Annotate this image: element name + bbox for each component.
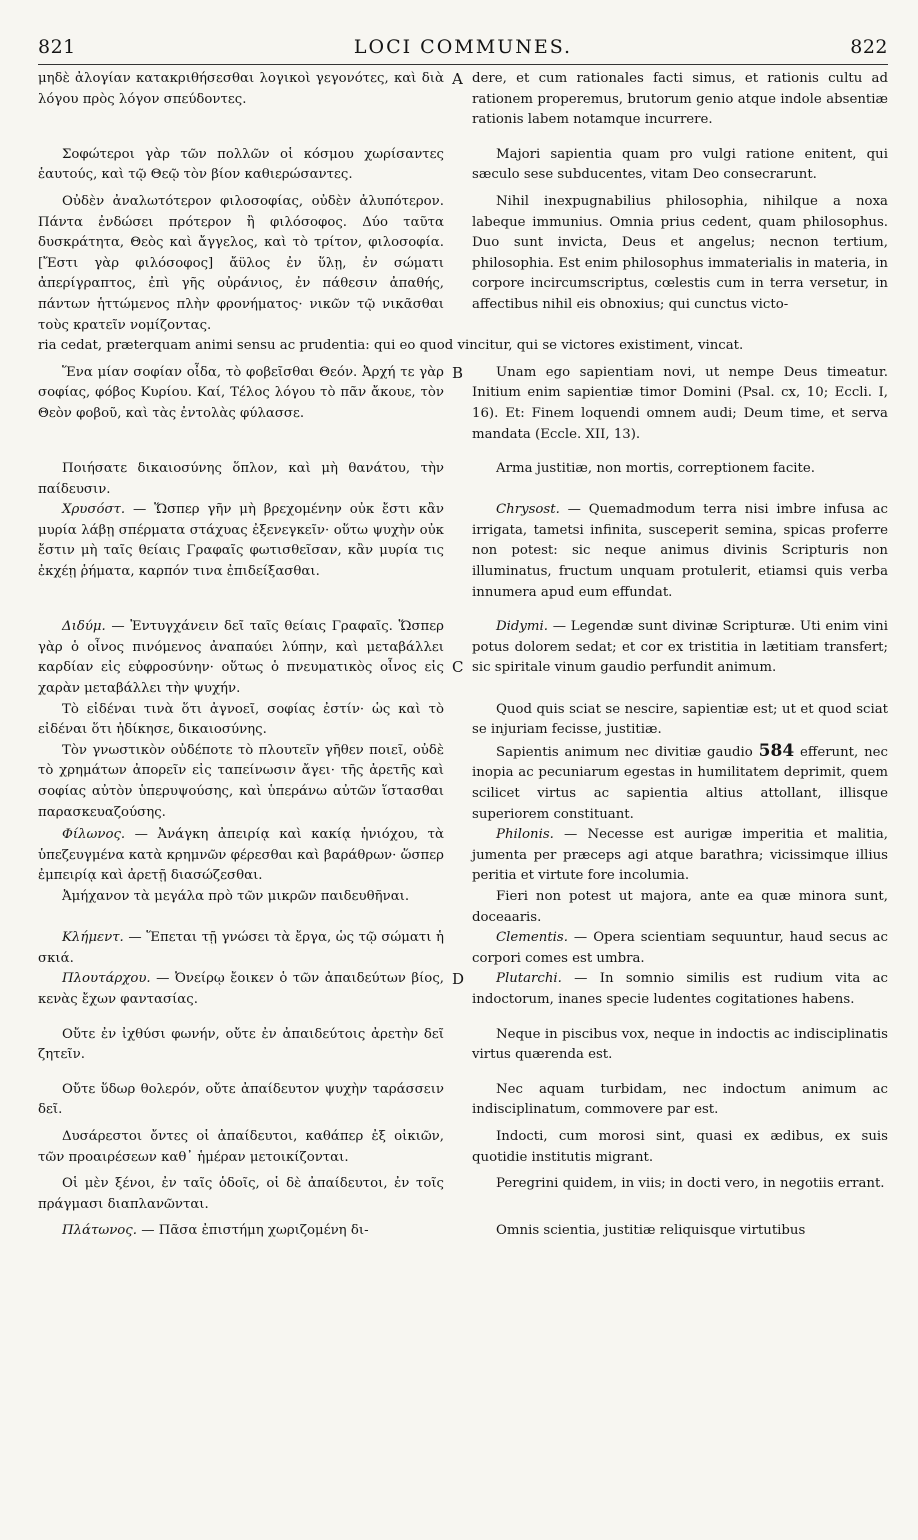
latin-text: Quemadmodum terra nisi imbre infusa ac irrigata, tametsi infinita, susceperit semina, spicas proferre non potest: sic neque animus divinis Scripturis non illuminatus, fructum unquam protulerit, etiamsi quis verba innumera apud eum effundat. [472, 502, 888, 600]
latin-paragraph: Philonis. — Necesse est aurigæ imperitia et malitia, jumenta per præceps agi atque barathra; vicissimque illius peritia et virtute fore incolumia. [472, 827, 888, 884]
greek-column [38, 741, 456, 823]
latin-paragraph [472, 741, 888, 825]
greek-paragraph: Οἱ μὲν ξένοι, ἐν ταῖς ὁδοῖς, οἱ δὲ ἀπαίδευτοι, ἐν τοῖς πράγμασι διαπλανῶνται. [38, 1176, 444, 1212]
latin-paragraph: Clementis. — Opera scientiam sequuntur, haud secus ac corpori comes est umbra. [472, 930, 888, 966]
author-label: Κλήμεντ. [62, 930, 124, 946]
greek-paragraph: Τὸ εἰδέναι τινὰ ὅτι ἀγνοεῖ, σοφίας ἐστίν· ὡς καὶ τὸ εἰδέναι ὅτι ἠδίκησε, δικαιοσύνης. [38, 701, 444, 738]
greek-column [38, 1025, 456, 1066]
latin-text: Opera scientiam sequuntur, haud secus ac corpori comes est umbra. [472, 930, 888, 966]
latin-column [456, 500, 888, 603]
greek-paragraph: Χρυσόστ. — Ὥσπερ γῆν μὴ βρεχομένην οὐκ ἔστι κἂν μυρία λάβῃ σπέρματα στάχυας ἐξενεγκεῖν· οὕτω ψυχὴν οὐκ ἔστιν μὴ ταῖς θείαις Γραφαῖς φωτισθεῖσαν, κἂν μυρία τις ἐκχέῃ ῥήματα, καρπόν τινα ἐπιδείξασθαι. [38, 502, 444, 580]
page-number-right: 822 [850, 36, 888, 58]
paragraph-row [38, 969, 888, 1010]
paragraph-row [38, 1080, 888, 1121]
latin-column [456, 145, 888, 186]
latin-column [456, 928, 888, 969]
greek-paragraph: Διδύμ. — Ἐντυγχάνειν δεῖ ταῖς θείαις Γραφαῖς. Ὥσπερ γὰρ ὁ οἶνος πινόμενος ἀναπαύει λύπην, καὶ μεταβάλλει καρδίαν εἰς εὐφροσύνην· οὕτως ὁ πνευματικὸς οἶνος εἰς χαρὰν μεταβάλλει τὴν ψυχήν. [38, 619, 444, 697]
greek-column [38, 969, 456, 1010]
latin-paragraph: Neque in piscibus vox, neque in indoctis ac indisciplinatis virtus quærenda est. [472, 1026, 888, 1063]
latin-column [452, 617, 888, 679]
page-number-left: 821 [38, 36, 76, 58]
latin-column [456, 1221, 888, 1242]
paragraph-row [38, 1174, 888, 1215]
greek-column [38, 1080, 456, 1121]
paragraph-row [38, 500, 888, 603]
latin-column [456, 192, 888, 316]
latin-paragraph: Quod quis sciat se nescire, sapientiæ est; ut et quod sciat se injuriam fecisse, justitiæ. [472, 701, 888, 738]
greek-paragraph: Σοφώτεροι γὰρ τῶν πολλῶν οἱ κόσμου χωρίσαντες ἑαυτούς, καὶ τῷ Θεῷ τὸν βίον καθιερώσαντες. [38, 146, 444, 183]
greek-paragraph: μηδὲ ἀλογίαν κατακριθήσεσθαι λογικοὶ γεγονότες, καὶ διὰ λόγου πρὸς λόγον σπεύδοντες. [38, 71, 444, 107]
greek-paragraph: Φίλωνος. — Ἀνάγκη ἀπειρίᾳ καὶ κακίᾳ ἡνιόχου, τὰ ὑπεζευγμένα κατὰ κρημνῶν φέρεσθαι καὶ βαράθρων· ὥσπερ ἐμπειρίᾳ καὶ ἀρετῇ διασώζεσθαι. [38, 827, 444, 884]
margin-marker-b: B [452, 363, 464, 382]
running-title: LOCI COMMUNES. [353, 36, 573, 58]
header-rule [38, 64, 888, 65]
paragraph-row [38, 887, 888, 928]
latin-text: Legendæ sunt divinæ Scripturæ. Uti enim vini potus dolorem sedat; et cor ex tristitia in lætitiam transfert; sic spiritale vinum gaudio perfundit animum. [472, 619, 888, 676]
greek-paragraph: Πλάτωνος. — Πᾶσα ἐπιστήμη χωριζομένη δι- [62, 1223, 369, 1239]
latin-paragraph: Nihil inexpugnabilius philosophia, nihilque a noxa labeque immunius. Omnia prius cedent, quam philosophus. Duo sunt invicta, Deus et angelus; necnon tertium, philosophia. Est enim philosophus immaterialis in materia, in corpore incircumscriptus, cœlestis cum in terra versetur, in affectibus nihil eis obnoxius; qui cunctus victo- [472, 193, 888, 312]
page-header [38, 30, 888, 60]
greek-column [38, 1127, 456, 1168]
greek-paragraph: Ἕνα μίαν σοφίαν οἶδα, τὸ φοβεῖσθαι Θεόν. Ἀρχή τε γὰρ σοφίας, φόβος Κυρίου. Καί, Τέλος λόγου τὸ πᾶν ἄκουε, τὸν Θεὸν φοβοῦ, καὶ τὰς ἐντολὰς φύλασσε. [38, 364, 444, 421]
greek-paragraph: Οὔτε ἐν ἰχθύσι φωνήν, οὔτε ἐν ἀπαιδεύτοις ἀρετὴν δεῖ ζητεῖν. [38, 1026, 444, 1063]
latin-text: In somnio similis est rudium vita ac indoctorum, inanes specie ludentes cogitationes habens. [472, 971, 888, 1007]
greek-text: Ὥσπερ γῆν μὴ βρεχομένην οὐκ ἔστι κἂν μυρία λάβῃ σπέρματα στάχυας ἐξενεγκεῖν· οὕτω ψυχὴν οὐκ ἔστιν μὴ ταῖς θείαις Γραφαῖς φωτισθεῖσαν, κἂν μυρία τις ἐκχέῃ ῥήματα, καρπόν τινα ἐπιδείξασθαι. [38, 502, 444, 580]
greek-text: Ἀνάγκη ἀπειρίᾳ καὶ κακίᾳ ἡνιόχου, τὰ ὑπεζευγμένα κατὰ κρημνῶν φέρεσθαι καὶ βαράθρων· ὥσπερ ἐμπειρίᾳ καὶ ἀρετῇ διασώζεσθαι. [38, 827, 444, 884]
greek-paragraph: Οὔτε ὕδωρ θολερόν, οὔτε ἀπαίδευτον ψυχὴν ταράσσειν δεῖ. [38, 1081, 444, 1118]
greek-paragraph: Ποιήσατε δικαιοσύνης ὅπλον, καὶ μὴ θανάτου, τὴν παίδευσιν. [38, 461, 444, 497]
greek-paragraph: Δυσάρεστοι ὄντες οἱ ἀπαίδευτοι, καθάπερ ἐξ οἰκιῶν, τῶν προαιρέσεων καθ᾽ ἡμέραν μετοικίζονται. [38, 1128, 444, 1165]
latin-column [452, 69, 888, 131]
latin-text: Sapientis animum nec divitiæ gaudio [496, 744, 753, 760]
column-number: 584 [758, 740, 795, 761]
greek-paragraph: Οὐδὲν ἀναλωτότερον φιλοσοφίας, οὐδὲν ἀλυπότερον. Πάντα ἐνδώσει πρότερον ἢ φιλόσοφος. Δύο ταῦτα δυσκράτητα, Θεὸς καὶ ἄγγελος, καὶ τὸ τρίτον, φιλοσοφία. [Ἔστι γὰρ φιλόσοφος] ἄϋλος ἐν ὕλῃ, ἐν σώματι ἀπερίγραπτος, ἐπὶ γῆς οὐράνιος, ἐν πάθεσιν ἀπαθής, πάντων ἡττώμενος πλὴν φρονήματος· νικῶν τῷ νικᾶσθαι τοὺς κρατεῖν νομίζοντας. [38, 193, 444, 333]
greek-paragraph: Πλουτάρχου. — Ὀνείρῳ ἔοικεν ὁ τῶν ἀπαιδεύτων βίος, κενὰς ἔχων φαντασίας. [38, 971, 444, 1007]
author-label: Διδύμ. [62, 619, 106, 635]
latin-paragraph: Arma justitiæ, non mortis, correptionem facite. [496, 461, 815, 477]
greek-column [38, 145, 456, 186]
full-width-line: ria cedat, præterquam animi sensu ac prudentia: qui eo quod vincitur, qui se victores existiment, vincat. [38, 338, 744, 354]
greek-paragraph: Κλήμεντ. — Ἕπεται τῇ γνώσει τὰ ἔργα, ὡς τῷ σώματι ἡ σκιά. [38, 930, 444, 966]
latin-column [456, 887, 888, 928]
greek-column [38, 459, 456, 500]
latin-paragraph: Didymi. — Legendæ sunt divinæ Scripturæ. Uti enim vini potus dolorem sedat; et cor ex tristitia in lætitiam transfert; sic spiritale vinum gaudio perfundit animum. [472, 619, 888, 676]
paragraph-row [38, 363, 888, 445]
latin-column [456, 459, 888, 480]
greek-column [38, 363, 456, 425]
greek-column [38, 69, 456, 110]
paragraph-row [38, 145, 888, 186]
latin-column [456, 700, 888, 741]
paragraph-row [38, 1127, 888, 1168]
latin-text: efferunt, nec inopia ac pecuniarum egestas in humilitatem deprimit, quem scilicet virtus ac sapientia altius attollant, illisque superiorem constituant. [472, 744, 888, 822]
paragraph-row [38, 192, 888, 336]
margin-marker-c: C [452, 658, 464, 677]
paragraph-row [38, 700, 888, 741]
greek-column [38, 825, 456, 887]
author-label: Clementis. [496, 930, 568, 946]
paragraph-row [38, 69, 888, 131]
author-label: Chrysost. [496, 502, 560, 518]
paragraph-row [38, 1025, 888, 1066]
paragraph-row [38, 617, 888, 699]
greek-column [38, 500, 456, 582]
greek-column [38, 700, 456, 741]
paragraph-row [38, 1221, 888, 1242]
latin-column [456, 1080, 888, 1121]
latin-column [456, 825, 888, 887]
greek-column [38, 928, 456, 969]
greek-text: Ἐντυγχάνειν δεῖ ταῖς θείαις Γραφαῖς. Ὥσπερ γὰρ ὁ οἶνος πινόμενος ἀναπαύει λύπην, καὶ μεταβάλλει καρδίαν εἰς εὐφροσύνην· οὕτως ὁ πνευματικὸς οἶνος εἰς χαρὰν μεταβάλλει τὴν ψυχήν. [38, 619, 444, 697]
greek-column [38, 192, 456, 336]
author-label: Plutarchi. [496, 971, 562, 987]
latin-paragraph: Plutarchi. — In somnio similis est rudium vita ac indoctorum, inanes specie ludentes cogitationes habens. [472, 971, 888, 1007]
latin-paragraph: Fieri non potest ut majora, ante ea quæ minora sunt, doceaaris. [472, 888, 888, 925]
latin-text: Necesse est aurigæ imperitia et malitia, jumenta per præceps agi atque barathra; vicissimque illius peritia et virtute fore incolumia. [472, 827, 888, 884]
margin-marker-a: A [452, 70, 463, 88]
latin-column [456, 1174, 888, 1195]
greek-paragraph: Τὸν γνωστικὸν οὐδέποτε τὸ πλουτεῖν γῆθεν ποιεῖ, οὐδὲ τὸ χρημάτων ἀπορεῖν εἰς ταπείνωσιν ἄγει· τῆς ἀρετῆς καὶ σοφίας αὐτὸν ὑπερυψούσης, καὶ ὑπεράνω αὐτῶν ἵστασθαι παρασκευαζούσης. [38, 742, 444, 820]
greek-text: Ὀνείρῳ ἔοικεν ὁ τῶν ἀπαιδεύτων βίος, κενὰς ἔχων φαντασίας. [38, 971, 444, 1007]
latin-column [456, 1025, 888, 1066]
paragraph-row [38, 459, 888, 500]
author-label: Χρυσόστ. [62, 502, 126, 518]
latin-paragraph: Peregrini quidem, in viis; in docti vero, in negotiis errant. [496, 1176, 885, 1192]
greek-text: Ἕπεται τῇ γνώσει τὰ ἔργα, ὡς τῷ σώματι ἡ σκιά. [38, 930, 444, 966]
greek-column [38, 1221, 456, 1242]
author-label: Φίλωνος. [62, 827, 126, 843]
latin-paragraph: Chrysost. — Quemadmodum terra nisi imbre infusa ac irrigata, tametsi infinita, susceperit semina, spicas proferre non potest: sic neque animus divinis Scripturis non illuminatus, fructum unquam protulerit, etiamsi quis verba innumera apud eum effundat. [472, 502, 888, 600]
greek-column [38, 1174, 456, 1215]
latin-column [452, 969, 888, 1010]
paragraph-row [38, 825, 888, 887]
author-label: Πλουτάρχου. [62, 971, 151, 987]
latin-column [456, 1127, 888, 1168]
greek-column [38, 617, 456, 699]
latin-column [452, 363, 888, 445]
author-label: Didymi. [496, 619, 549, 635]
author-label: Philonis. [496, 827, 554, 843]
latin-paragraph: Unam ego sapientiam novi, ut nempe Deus timeatur. Initium enim sapientiæ timor Domini (Psal. cx, 10; Eccli. I, 16). Et: Finem loquendi omnem audi; Deum time, et serva mandata (Eccle. XII, 13). [472, 364, 888, 442]
latin-paragraph: dere, et cum rationales facti simus, et rationis cultu ad rationem properemus, brutorum genio atque indole absentiæ rationis labem notamque incurrere. [472, 71, 888, 128]
greek-column [38, 887, 456, 908]
paragraph-row [38, 928, 888, 969]
latin-paragraph: Indocti, cum morosi sint, quasi ex ædibus, ex suis quotidie institutis migrant. [472, 1128, 888, 1165]
author-label: Πλάτωνος. [62, 1223, 137, 1239]
margin-marker-d: D [452, 970, 465, 989]
latin-paragraph: Majori sapientia quam pro vulgi ratione enitent, qui sæculo sese subducentes, vitam Deo consecrarunt. [472, 146, 888, 183]
latin-paragraph: Omnis scientia, justitiæ reliquisque virtutibus [496, 1223, 806, 1239]
latin-column [456, 741, 888, 825]
greek-text: Πᾶσα ἐπιστήμη χωριζομένη δι- [158, 1223, 369, 1239]
latin-paragraph: Nec aquam turbidam, nec indoctum animum ac indisciplinatum, commovere par est. [472, 1081, 888, 1118]
page-body [38, 69, 888, 1242]
paragraph-row [38, 741, 888, 825]
greek-paragraph: Ἀμήχανον τὰ μεγάλα πρὸ τῶν μικρῶν παιδευθῆναι. [62, 888, 410, 904]
